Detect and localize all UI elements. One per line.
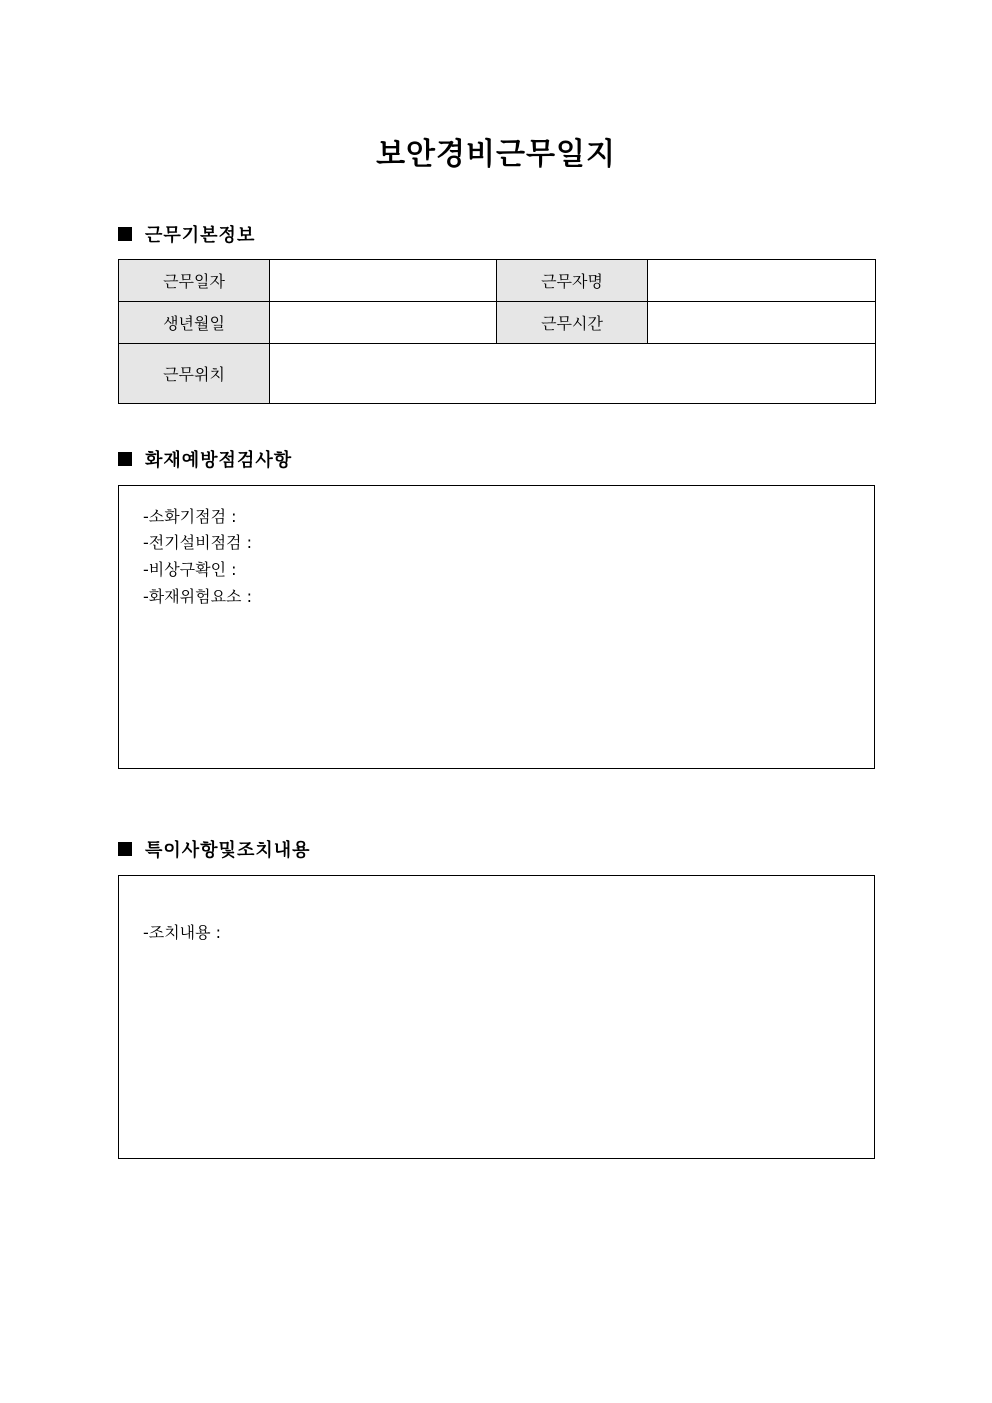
birth-date-label: 생년월일 bbox=[119, 302, 270, 344]
worker-name-field[interactable] bbox=[648, 260, 876, 302]
special-notes-box[interactable] bbox=[118, 875, 875, 1159]
fire-prevention-box[interactable] bbox=[118, 485, 875, 769]
work-date-field[interactable] bbox=[270, 260, 497, 302]
table-row bbox=[119, 302, 876, 344]
work-location-label: 근무위치 bbox=[119, 344, 270, 404]
work-date-label: 근무일자 bbox=[119, 260, 270, 302]
work-hours-label: 근무시간 bbox=[497, 302, 648, 344]
section-heading-basic-info bbox=[118, 221, 255, 247]
section-heading-label: 특이사항및조치내용 bbox=[145, 840, 311, 861]
section-heading-label: 근무기본정보 bbox=[145, 225, 256, 246]
section-heading-fire-prevention bbox=[118, 446, 292, 472]
square-bullet-icon bbox=[118, 452, 132, 466]
table-row bbox=[119, 260, 876, 302]
fire-extinguisher-check-item: -소화기점검 : bbox=[143, 507, 237, 526]
work-hours-field[interactable] bbox=[648, 302, 876, 344]
emergency-exit-check-item: -비상구확인 : bbox=[143, 560, 237, 579]
square-bullet-icon bbox=[118, 227, 132, 241]
work-location-field[interactable] bbox=[270, 344, 876, 404]
action-taken-item: -조치내용 : bbox=[143, 923, 222, 942]
square-bullet-icon bbox=[118, 842, 132, 856]
section-heading-label: 화재예방점검사항 bbox=[145, 450, 293, 471]
worker-name-label: 근무자명 bbox=[497, 260, 648, 302]
section-heading-special-notes bbox=[118, 836, 311, 862]
document-title: 보안경비근무일지 bbox=[376, 137, 616, 172]
birth-date-field[interactable] bbox=[270, 302, 497, 344]
basic-info-table bbox=[118, 259, 876, 404]
table-row bbox=[119, 344, 876, 404]
fire-hazard-item: -화재위험요소 : bbox=[143, 587, 252, 606]
electrical-equipment-check-item: -전기설비점검 : bbox=[143, 533, 252, 552]
